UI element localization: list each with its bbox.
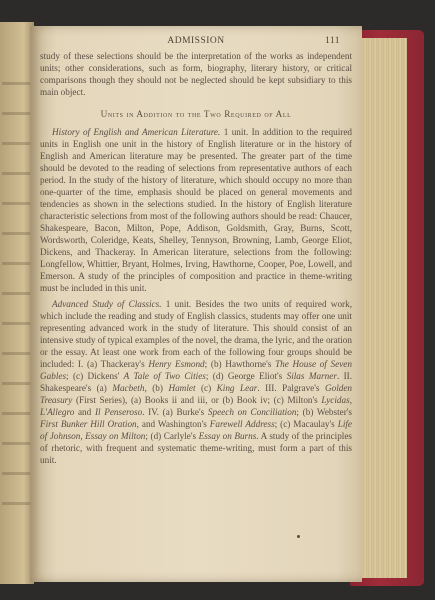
work-title: Essay on Burns (198, 431, 257, 441)
text-run: and (74, 407, 95, 417)
text-run: (c) (195, 383, 217, 393)
left-page-edge (0, 22, 34, 584)
text-run: ; (b) Hawthorne's (204, 359, 276, 369)
running-header (30, 36, 362, 50)
work-title: Il Penseroso (94, 407, 143, 417)
text-run: ; (c) Macaulay's (274, 419, 338, 429)
text-run: 1 unit. Besides the two units of required work, which include the reading and study of English classics, students may offer one unit representing advanced work in the study of literature. This should consist of an intensive study of typical examples of the novel, the drama, the lyric, and the oration or the essay. At least one work from each of the following four groups should be included: I. (a) Thackeray's (40, 299, 352, 369)
page-mark (297, 535, 300, 538)
work-title: Lycidas, L'Allegro (40, 395, 352, 417)
running-title: ADMISSION (167, 36, 225, 46)
intro-paragraph: study of these selections should be the interpretation of the works as independent units; other considerations, such as form, biography, literary history, or critical comparisons though they should not be neglected should be kept subsidiary to this main object. (40, 51, 352, 97)
work-title: King Lear (216, 383, 258, 393)
text-run: . IV. (a) Burke's (142, 407, 208, 417)
work-title: Henry Esmond (148, 359, 205, 369)
text-run: ; (d) Carlyle's (145, 431, 199, 441)
history-paragraph (40, 126, 352, 294)
classics-paragraph (40, 298, 352, 466)
section-heading: Units in Addition to the Two Required of All (100, 109, 292, 119)
work-title: A Tale of Two Cities (123, 371, 206, 381)
text-run: ; (b) Webster's (296, 407, 352, 417)
work-title: Golden Treasury (40, 383, 353, 405)
text-run: . III. Palgrave's (257, 383, 325, 393)
work-title: Farewell Address (209, 419, 275, 429)
work-title: Macbeth (112, 383, 145, 393)
work-title: Silas Marner (286, 371, 337, 381)
work-title: The House of Seven Gables (40, 359, 352, 381)
text-run: , (b) (144, 383, 169, 393)
page-body (40, 50, 352, 466)
text-run: . A study of the principles of rhetoric, with frequent and systematic theme-writing, must form a part of this unit. (40, 431, 352, 465)
work-title: Speech on Conciliation (207, 407, 297, 417)
text-run: ; (d) George Eliot's (205, 371, 287, 381)
page-number: 111 (324, 36, 340, 46)
classics-title: Advanced Study of Classics. (52, 299, 162, 309)
text-run: . II. Shakespeare's (a) (40, 371, 353, 393)
work-title: Hamlet (168, 383, 196, 393)
history-body: 1 unit. In addition to the required units in English one unit in the history of English literature or in the history of English and American literature may be presented. The greater part of the time should be devoted to the reading of selections from representative authors of each period. In the study of the history of literature, which should occupy no more than one-quarter of the time, emphasis should be placed on general movements and tendencies as shown in the selections studied. In the history of English literature characteristic selections from most of the following authors should be read: Chaucer, Shakespeare, Bacon, Milton, Pope, Addison, Goldsmith, Gray, Burns, Scott, Wordsworth, Coleridge, Keats, Shelley, Tennyson, Browning, Lamb, George Eliot, Dickens, and Thackeray. In American literature, selections from the following: Longfellow, Whittier, Bryant, Holmes, Irving, Hawthorne, Cooper, Poe, Lowell, and Emerson. A study of the principles of composition and practice in theme-writing must be included in this unit. (40, 127, 352, 293)
text-run: (First Series), (a) Books ii and iii, or (b) Book iv; (c) Milton's (72, 395, 322, 405)
work-title: Life of Johnson, Essay on Milton (40, 419, 352, 441)
history-title: History of English and American Literature. (52, 127, 221, 137)
work-title: First Bunker Hill Oration (40, 419, 137, 429)
text-run: , and Washington's (136, 419, 210, 429)
text-run: ; (c) Dickens' (66, 371, 124, 381)
